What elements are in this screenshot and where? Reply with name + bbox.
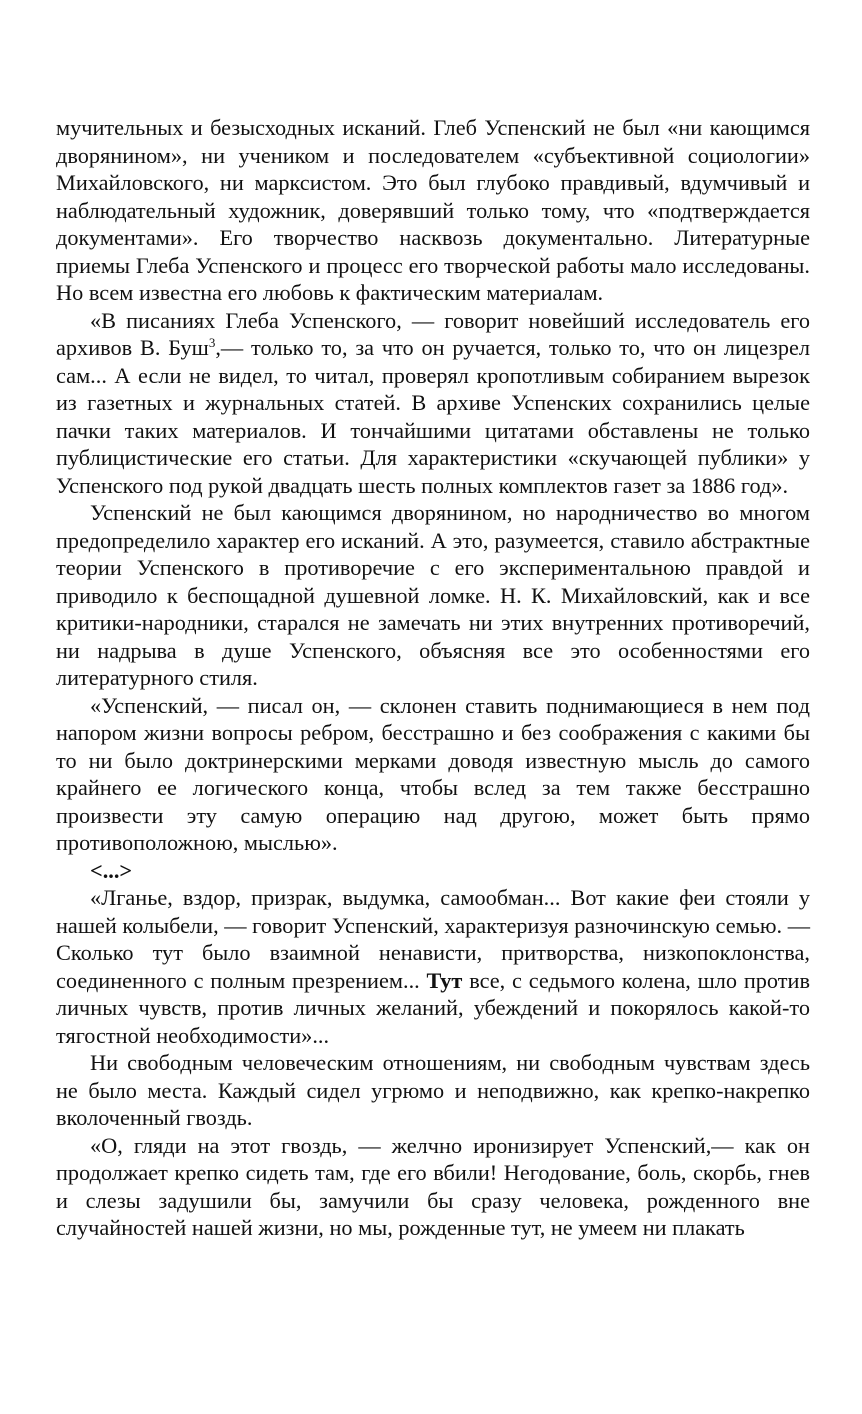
paragraph-5 bbox=[56, 884, 810, 1049]
omission-separator: <...> bbox=[90, 857, 133, 883]
paragraph-1 bbox=[56, 114, 810, 307]
paragraph-3 bbox=[56, 499, 810, 692]
paragraph-2 bbox=[56, 307, 810, 500]
document-page bbox=[56, 114, 810, 1242]
paragraph-5-text-a: «Лганье, вздор, призрак, выдумка, самообман... Вот какие феи стояли у нашей колыбели, — говорит Успенский, характеризуя разночинскую семью. — Сколько тут было взаимной ненависти, притворства, низкопоклонства, соединенного с полным презрением... bbox=[56, 885, 810, 993]
paragraph-6-text: Ни свободным человеческим отношениям, ни свободным чувствам здесь не было места. Каждый сидел угрюмо и неподвижно, как крепко-накрепко вколоченный гвоздь. bbox=[56, 1050, 810, 1130]
paragraph-7-text: «О, гляди на этот гвоздь, — желчно иронизирует Успенский,— как он продолжает крепко сидеть там, где его вбили! Негодование, боль, скорбь, гнев и слезы задушили бы, замучили бы сразу человека, рожденного вне случайностей нашей жизни, но мы, рожденные тут, не умеем ни плакать bbox=[56, 1132, 810, 1240]
paragraph-4 bbox=[56, 692, 810, 857]
footnote-marker[interactable]: 3 bbox=[208, 335, 216, 350]
paragraph-6 bbox=[56, 1049, 810, 1132]
paragraph-5-bold-word: Тут bbox=[426, 967, 463, 993]
paragraph-4-text: «Успенский, — писал он, — склонен ставить поднимающиеся в нем под напором жизни вопросы ребром, бесстрашно и без соображения с какими бы то ни было доктринерскими мерками доводя известную мысль до самого крайнего ее логического конца, чтобы вслед за тем также бесстрашно произвести эту самую операцию над другою, может быть прямо противоположною, мыслью». bbox=[56, 692, 810, 855]
paragraph-2-text-b: ,— только то, за что он ручается, только то, что он лицезрел сам... А если не видел, то читал, проверял кропотливым собиранием вырезок из газетных и журнальных статей. В архиве Успенских сохранились целые пачки таких материалов. И тончайшими цитатами обставлены не только публицистические его статьи. Для характеристики «скучающей публики» у Успенского под рукой двадцать шесть полных комплектов газет за 1886 год». bbox=[56, 335, 810, 498]
paragraph-1-text: мучительных и безысходных исканий. Глеб Успенский не был «ни кающимся дворянином», ни учеником и последователем «субъективной социологии» Михайловского, ни марксистом. Это был глубоко правдивый, вдумчивый и наблюдательный художник, доверявший только тому, что «подтверждается документами». Его творчество насквозь документально. Литературные приемы Глеба Успенского и процесс его творческой работы мало исследованы. Но всем известна его любовь к фактическим материалам. bbox=[56, 115, 810, 305]
paragraph-5-text-b: все, с седьмого колена, шло против личных чувств, против личных желаний, убеждений и покорялось какой-то тягостной необходимости»... bbox=[56, 967, 810, 1048]
paragraph-3-text: Успенский не был кающимся дворянином, но народничество во многом предопределило характер его исканий. А это, разумеется, ставило абстрактные теории Успенского в противоречие с его экспериментальною правдой и приводило к беспощадной душевной ломке. Н. К. Михайловский, как и все критики-народники, старался не замечать ни этих внутренних противоречий, ни надрыва в душе Успенского, объясняя все это особенностями его литературного стиля. bbox=[56, 500, 810, 690]
paragraph-2-text-a: «В писаниях Глеба Успенского, — говорит новейший исследователь его архивов В. Буш bbox=[56, 307, 810, 360]
paragraph-7 bbox=[56, 1132, 810, 1242]
